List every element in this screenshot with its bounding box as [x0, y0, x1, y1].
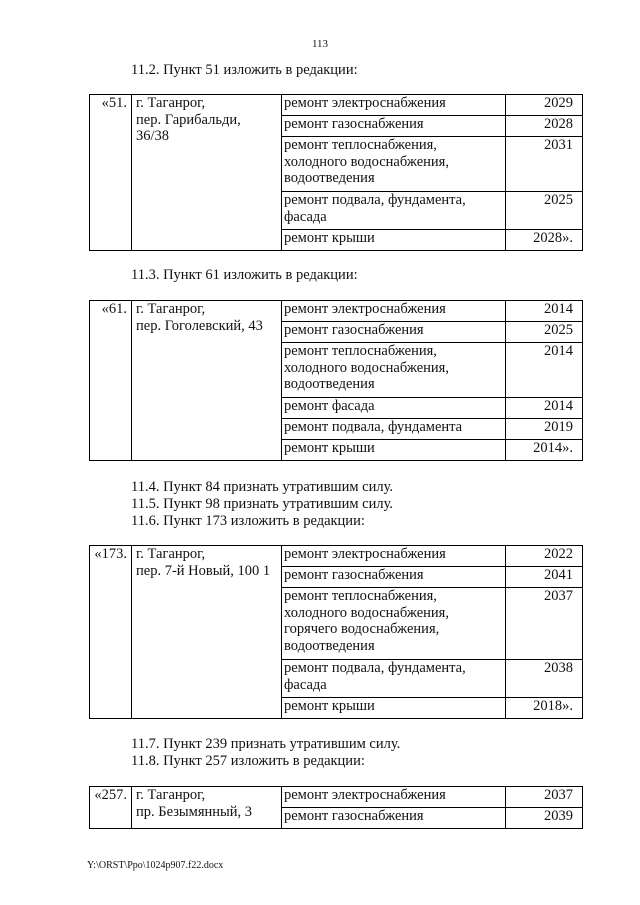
work-year: 2014».: [506, 440, 583, 461]
amendment-table-51: [89, 94, 583, 251]
paragraph-11-5: 11.5. Пункт 98 признать утратившим силу.: [131, 496, 393, 512]
work-year: 2028».: [506, 230, 583, 251]
work-year: 2014: [506, 398, 583, 419]
work-year: 2018».: [506, 698, 583, 719]
work-type: ремонт подвала, фундамента, фасада: [282, 192, 506, 230]
paragraph-11-6: 11.6. Пункт 173 изложить в редакции:: [131, 513, 365, 529]
work-type: ремонт теплоснабжения, холодного водоснабжения, водоотведения: [282, 343, 506, 398]
address-line: пер. Гарибальди,: [136, 111, 241, 128]
item-number: «257.: [90, 787, 132, 829]
work-type: ремонт электроснабжения: [282, 787, 506, 808]
paragraph-11-2: 11.2. Пункт 51 изложить в редакции:: [131, 62, 358, 78]
work-type: ремонт газоснабжения: [282, 322, 506, 343]
paragraph-11-3: 11.3. Пункт 61 изложить в редакции:: [131, 267, 358, 283]
address-line: г. Таганрог,: [136, 787, 206, 803]
address-line: пр. Безымянный, 3: [136, 803, 253, 820]
work-year: 2014: [506, 343, 583, 398]
item-number: «61.: [90, 301, 132, 461]
work-type: ремонт газоснабжения: [282, 808, 506, 829]
address-cell: [132, 95, 282, 251]
work-year: 2014: [506, 301, 583, 322]
address-cell: [132, 546, 282, 719]
amendment-table-61: [89, 300, 583, 461]
address-line: пер. Гоголевский, 43: [136, 317, 263, 334]
address-line: г. Таганрог,: [136, 301, 206, 317]
work-year: 2041: [506, 567, 583, 588]
work-year: 2039: [506, 808, 583, 829]
work-year: 2031: [506, 137, 583, 192]
work-type: ремонт теплоснабжения, холодного водоснабжения, водоотведения: [282, 137, 506, 192]
address-line: 36/38: [136, 128, 170, 144]
address-line: г. Таганрог,: [136, 546, 206, 562]
address-cell: [132, 301, 282, 461]
work-type: ремонт крыши: [282, 698, 506, 719]
work-year: 2037: [506, 787, 583, 808]
table-row: [90, 95, 583, 116]
paragraph-11-8: 11.8. Пункт 257 изложить в редакции:: [131, 753, 365, 769]
work-type: ремонт электроснабжения: [282, 301, 506, 322]
work-type: ремонт газоснабжения: [282, 567, 506, 588]
work-year: 2022: [506, 546, 583, 567]
file-path-footer: Y:\ORST\Ppo\1024p907.f22.docx: [87, 860, 224, 871]
work-type: ремонт электроснабжения: [282, 546, 506, 567]
amendment-table-257: [89, 786, 583, 829]
address-line: пер. 7-й Новый, 100 1: [136, 562, 271, 579]
table-row: [90, 301, 583, 322]
page-number: 113: [311, 38, 329, 50]
work-type: ремонт крыши: [282, 440, 506, 461]
table-row: [90, 546, 583, 567]
work-type: ремонт подвала, фундамента: [282, 419, 506, 440]
work-type: ремонт газоснабжения: [282, 116, 506, 137]
work-type: ремонт подвала, фундамента, фасада: [282, 660, 506, 698]
paragraph-11-4: 11.4. Пункт 84 признать утратившим силу.: [131, 479, 393, 495]
work-type: ремонт электроснабжения: [282, 95, 506, 116]
paragraph-11-7: 11.7. Пункт 239 признать утратившим силу.: [131, 736, 401, 752]
item-number: «173.: [90, 546, 132, 719]
work-year: 2038: [506, 660, 583, 698]
work-year: 2025: [506, 192, 583, 230]
work-type: ремонт теплоснабжения, холодного водоснабжения, горячего водоснабжения, водоотведения: [282, 588, 506, 660]
address-line: г. Таганрог,: [136, 95, 206, 111]
work-year: 2029: [506, 95, 583, 116]
amendment-table-173: [89, 545, 583, 719]
work-year: 2019: [506, 419, 583, 440]
work-year: 2037: [506, 588, 583, 660]
work-type: ремонт крыши: [282, 230, 506, 251]
address-cell: [132, 787, 282, 829]
work-year: 2028: [506, 116, 583, 137]
work-type: ремонт фасада: [282, 398, 506, 419]
item-number: «51.: [90, 95, 132, 251]
table-row: [90, 787, 583, 808]
work-year: 2025: [506, 322, 583, 343]
